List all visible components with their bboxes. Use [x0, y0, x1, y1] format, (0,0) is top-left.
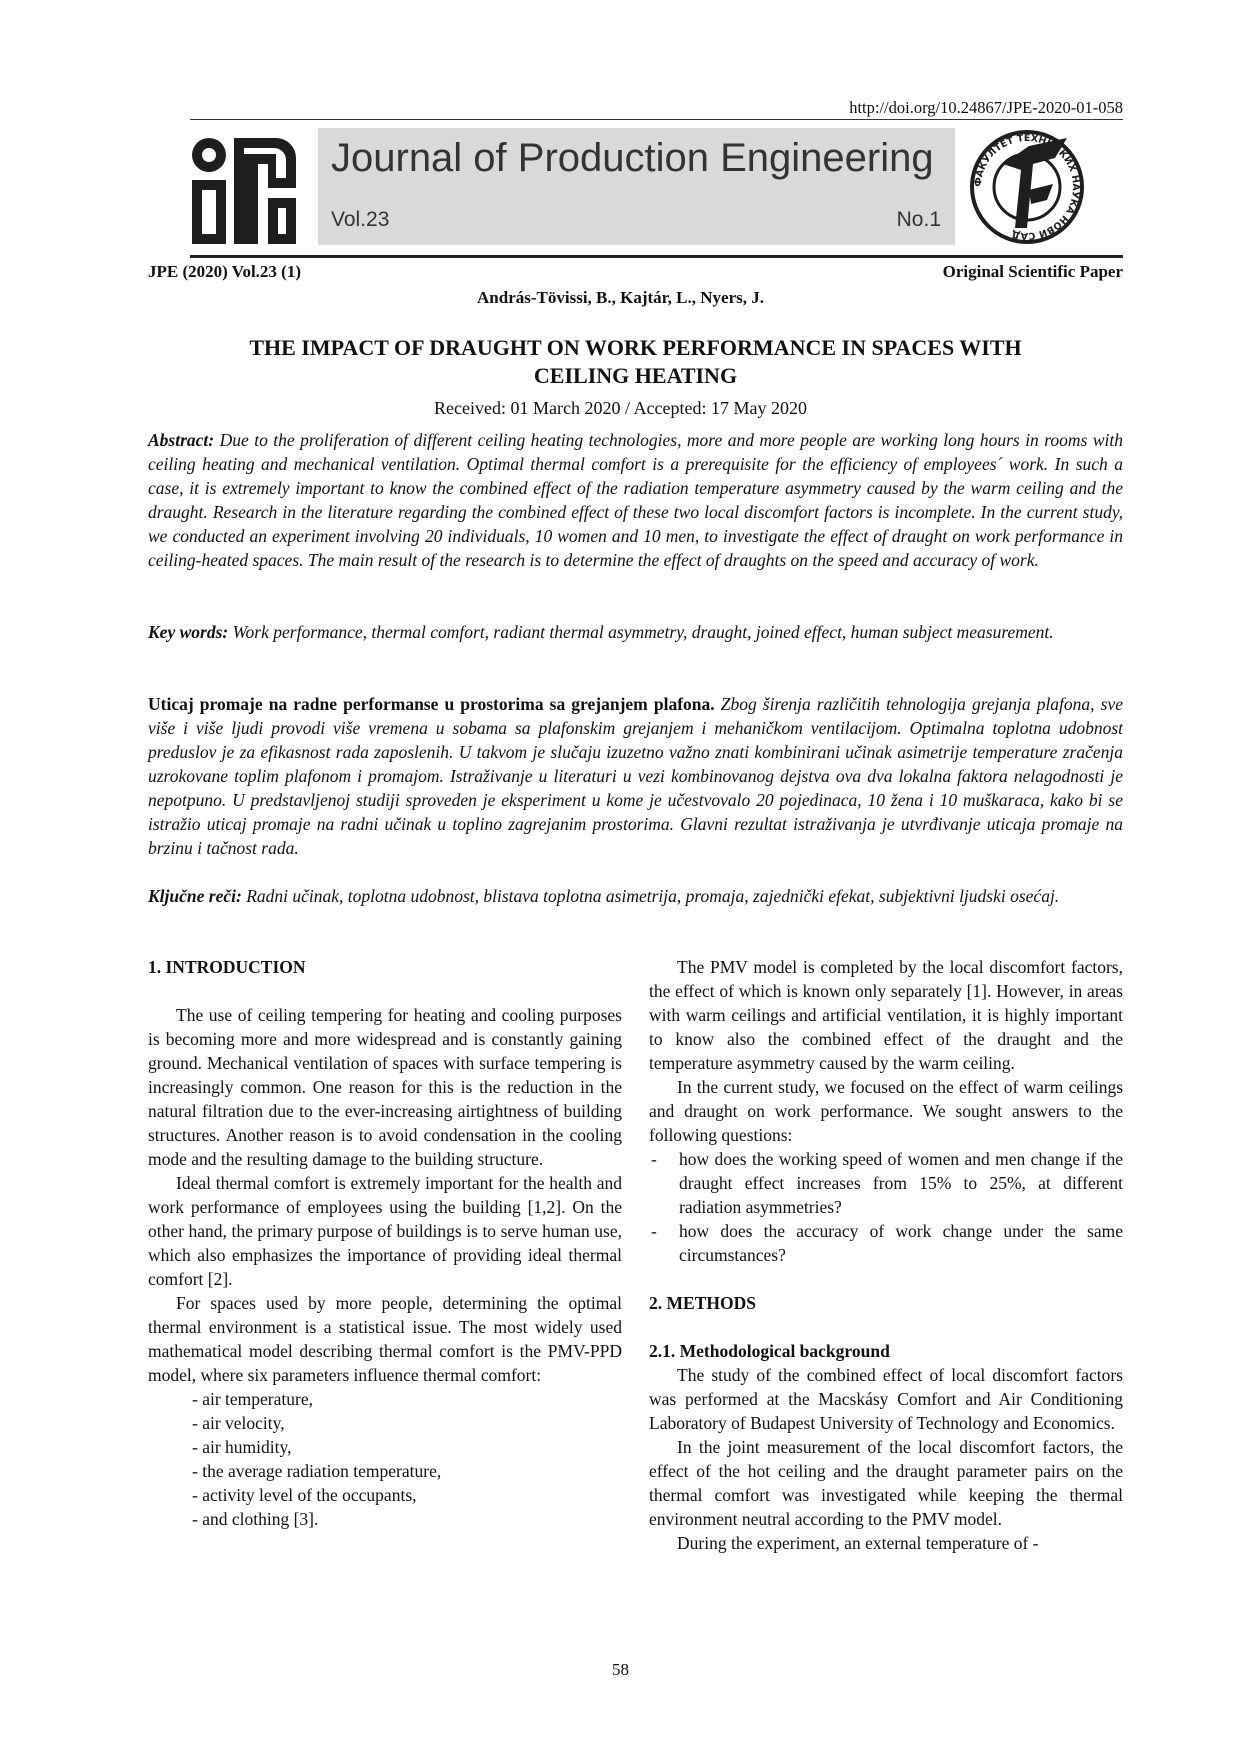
intro-paragraph-5: In the current study, we focused on the effect of warm ceilings and draught on work performance. We sought answers to the following questions:	[649, 1077, 1123, 1145]
research-questions-list	[649, 1147, 1123, 1267]
methods-paragraph-1: The study of the combined effect of local discomfort factors was performed at the Macskásy Comfort and Air Conditioning Laboratory of Budapest University of Technology and Economics.	[649, 1365, 1123, 1433]
paper-type: Original Scientific Paper	[942, 262, 1123, 281]
header-rule	[190, 119, 1123, 120]
list-item: - activity level of the occupants,	[192, 1485, 417, 1505]
volume-label: Vol.23	[331, 208, 390, 231]
methodological-background-heading: 2.1. Methodological background	[649, 1341, 890, 1361]
keywords-text: Work performance, thermal comfort, radiant thermal asymmetry, draught, joined effect, human subject measurement.	[228, 622, 1054, 642]
methods-heading: 2. METHODS	[649, 1293, 756, 1313]
jpe-logo-icon	[190, 136, 298, 248]
intro-paragraph-1: The use of ceiling tempering for heating and cooling purposes is becoming more and more widespread and is constantly gaining ground. Mechanical ventilation of spaces with surface tempering is increasingly common. One reason for this is the reduction in the natural filtration due to the ever-increasing airtightness of building structures. Another reason is to avoid condensation in the cooling mode and the resulting damage to the building structure.	[148, 1005, 622, 1169]
right-column	[649, 955, 1123, 1555]
seal-text: ФАКУЛТЕТ ТЕХНИЧКИХ НАУКА НОВИ САД	[972, 132, 1082, 242]
serbian-keywords-label: Ključne reči:	[148, 886, 242, 906]
abstract-label: Abstract:	[148, 430, 215, 450]
serbian-abstract-title: Uticaj promaje na radne performanse u prostorima sa grejanjem plafona.	[148, 694, 715, 714]
author-list: András-Tövissi, B., Kajtár, L., Nyers, J.	[477, 288, 764, 307]
paper-title-line-1: THE IMPACT OF DRAUGHT ON WORK PERFORMANCE IN SPACES WITH	[249, 335, 1022, 360]
journal-banner	[318, 128, 955, 245]
list-item: - air temperature,	[192, 1389, 313, 1409]
faculty-seal-icon	[967, 128, 1087, 246]
list-item: - how does the accuracy of work change under the same circumstances?	[649, 1219, 1123, 1267]
list-item: - how does the working speed of women and men change if the draught effect increases from 15% to 25%, at different radiation asymmetries?	[649, 1147, 1123, 1219]
list-item: - the average radiation temperature,	[192, 1461, 442, 1481]
abstract	[148, 428, 1123, 572]
intro-paragraph-2: Ideal thermal comfort is extremely important for the health and work performance of employees using the building [1,2]. On the other hand, the primary purpose of buildings is to serve human use, which also emphasizes the importance of providing ideal thermal comfort [2].	[148, 1173, 622, 1289]
doi-link[interactable]: http://doi.org/10.24867/JPE-2020-01-058	[849, 98, 1123, 117]
list-item: - air humidity,	[192, 1437, 292, 1457]
citation-line: JPE (2020) Vol.23 (1)	[148, 262, 301, 281]
abstract-text: Due to the proliferation of different ceiling heating technologies, more and more people are working long hours in rooms with ceiling heating and mechanical ventilation. Optimal thermal comfort is a prerequisite for the efficiency of employees´ work. In such a case, it is extremely important to know the combined effect of the radiation temperature asymmetry caused by the warm ceiling and the draught. Research in the literature regarding the combined effect of these two local discomfort factors is incomplete. In the current study, we conducted an experiment involving 20 individuals, 10 women and 10 men, to investigate the effect of draught on work performance in ceiling-heated spaces. The main result of the research is to determine the effect of draughts on the speed and accuracy of work.	[148, 430, 1123, 570]
paper-title	[148, 334, 1123, 390]
serbian-keywords	[148, 884, 1123, 908]
paper-title-line-2: CEILING HEATING	[533, 363, 738, 388]
introduction-heading: 1. INTRODUCTION	[148, 957, 306, 977]
number-label: No.1	[896, 208, 941, 231]
keywords-label: Key words:	[148, 622, 229, 642]
intro-paragraph-4: The PMV model is completed by the local discomfort factors, the effect of which is known only separately [1]. However, in areas with warm ceilings and artificial ventilation, it is highly important to know also the combined effect of the draught and the temperature asymmetry caused by the warm ceiling.	[649, 957, 1123, 1073]
masthead-rule	[190, 255, 1123, 258]
pmv-parameter-list	[148, 1387, 622, 1531]
page-number: 58	[612, 1660, 629, 1679]
journal-title: Journal of Production Engineering	[331, 136, 934, 180]
keywords	[148, 620, 1123, 644]
methods-paragraph-2: In the joint measurement of the local discomfort factors, the effect of the hot ceiling and the draught parameter pairs on the thermal comfort was investigated while keeping the thermal environment neutral according to the PMV model.	[649, 1437, 1123, 1529]
journal-masthead	[190, 128, 1125, 252]
list-item: - air velocity,	[192, 1413, 285, 1433]
serbian-abstract	[148, 692, 1123, 860]
methods-paragraph-3: During the experiment, an external temperature of -	[677, 1533, 1039, 1553]
received-accepted-dates: Received: 01 March 2020 / Accepted: 17 May 2020	[434, 398, 807, 418]
serbian-abstract-text: Zbog širenja različitih tehnologija grejanja plafona, sve više i više ljudi provodi više vremena u sobama sa plafonskim grejanjem i mehaničkom ventilacijom. Optimalna toplotna udobnost preduslov je za efikasnost rada zaposlenih. U takvom je slučaju izuzetno važno znati kombinirani učinak asimetrije temperature zračenja uzrokovane toplim plafonom i promajom. Istraživanje u literaturi u vezi kombinovanog dejstva ova dva lokalna faktora nelagodnosti je nepotpuno. U predstavljenoj studiji sproveden je eksperiment u kome je učestvovalo 20 pojedinaca, 10 žena i 10 muškaraca, kako bi se istražio uticaj promaje na radni učinak u toplino zagrejanim prostorima. Glavni rezultat istraživanja je utvrđivanje uticaja promaje na brzinu i tačnost rada.	[148, 694, 1123, 858]
list-item: - and clothing [3].	[192, 1509, 319, 1529]
left-column	[148, 955, 622, 1531]
intro-paragraph-3: For spaces used by more people, determining the optimal thermal environment is a statistical issue. The most widely used mathematical model describing thermal comfort is the PMV-PPD model, where six parameters influence thermal comfort:	[148, 1293, 622, 1385]
serbian-keywords-text: Radni učinak, toplotna udobnost, blistava toplotna asimetrija, promaja, zajednički efekat, subjektivni ljudski osećaj.	[241, 886, 1060, 906]
